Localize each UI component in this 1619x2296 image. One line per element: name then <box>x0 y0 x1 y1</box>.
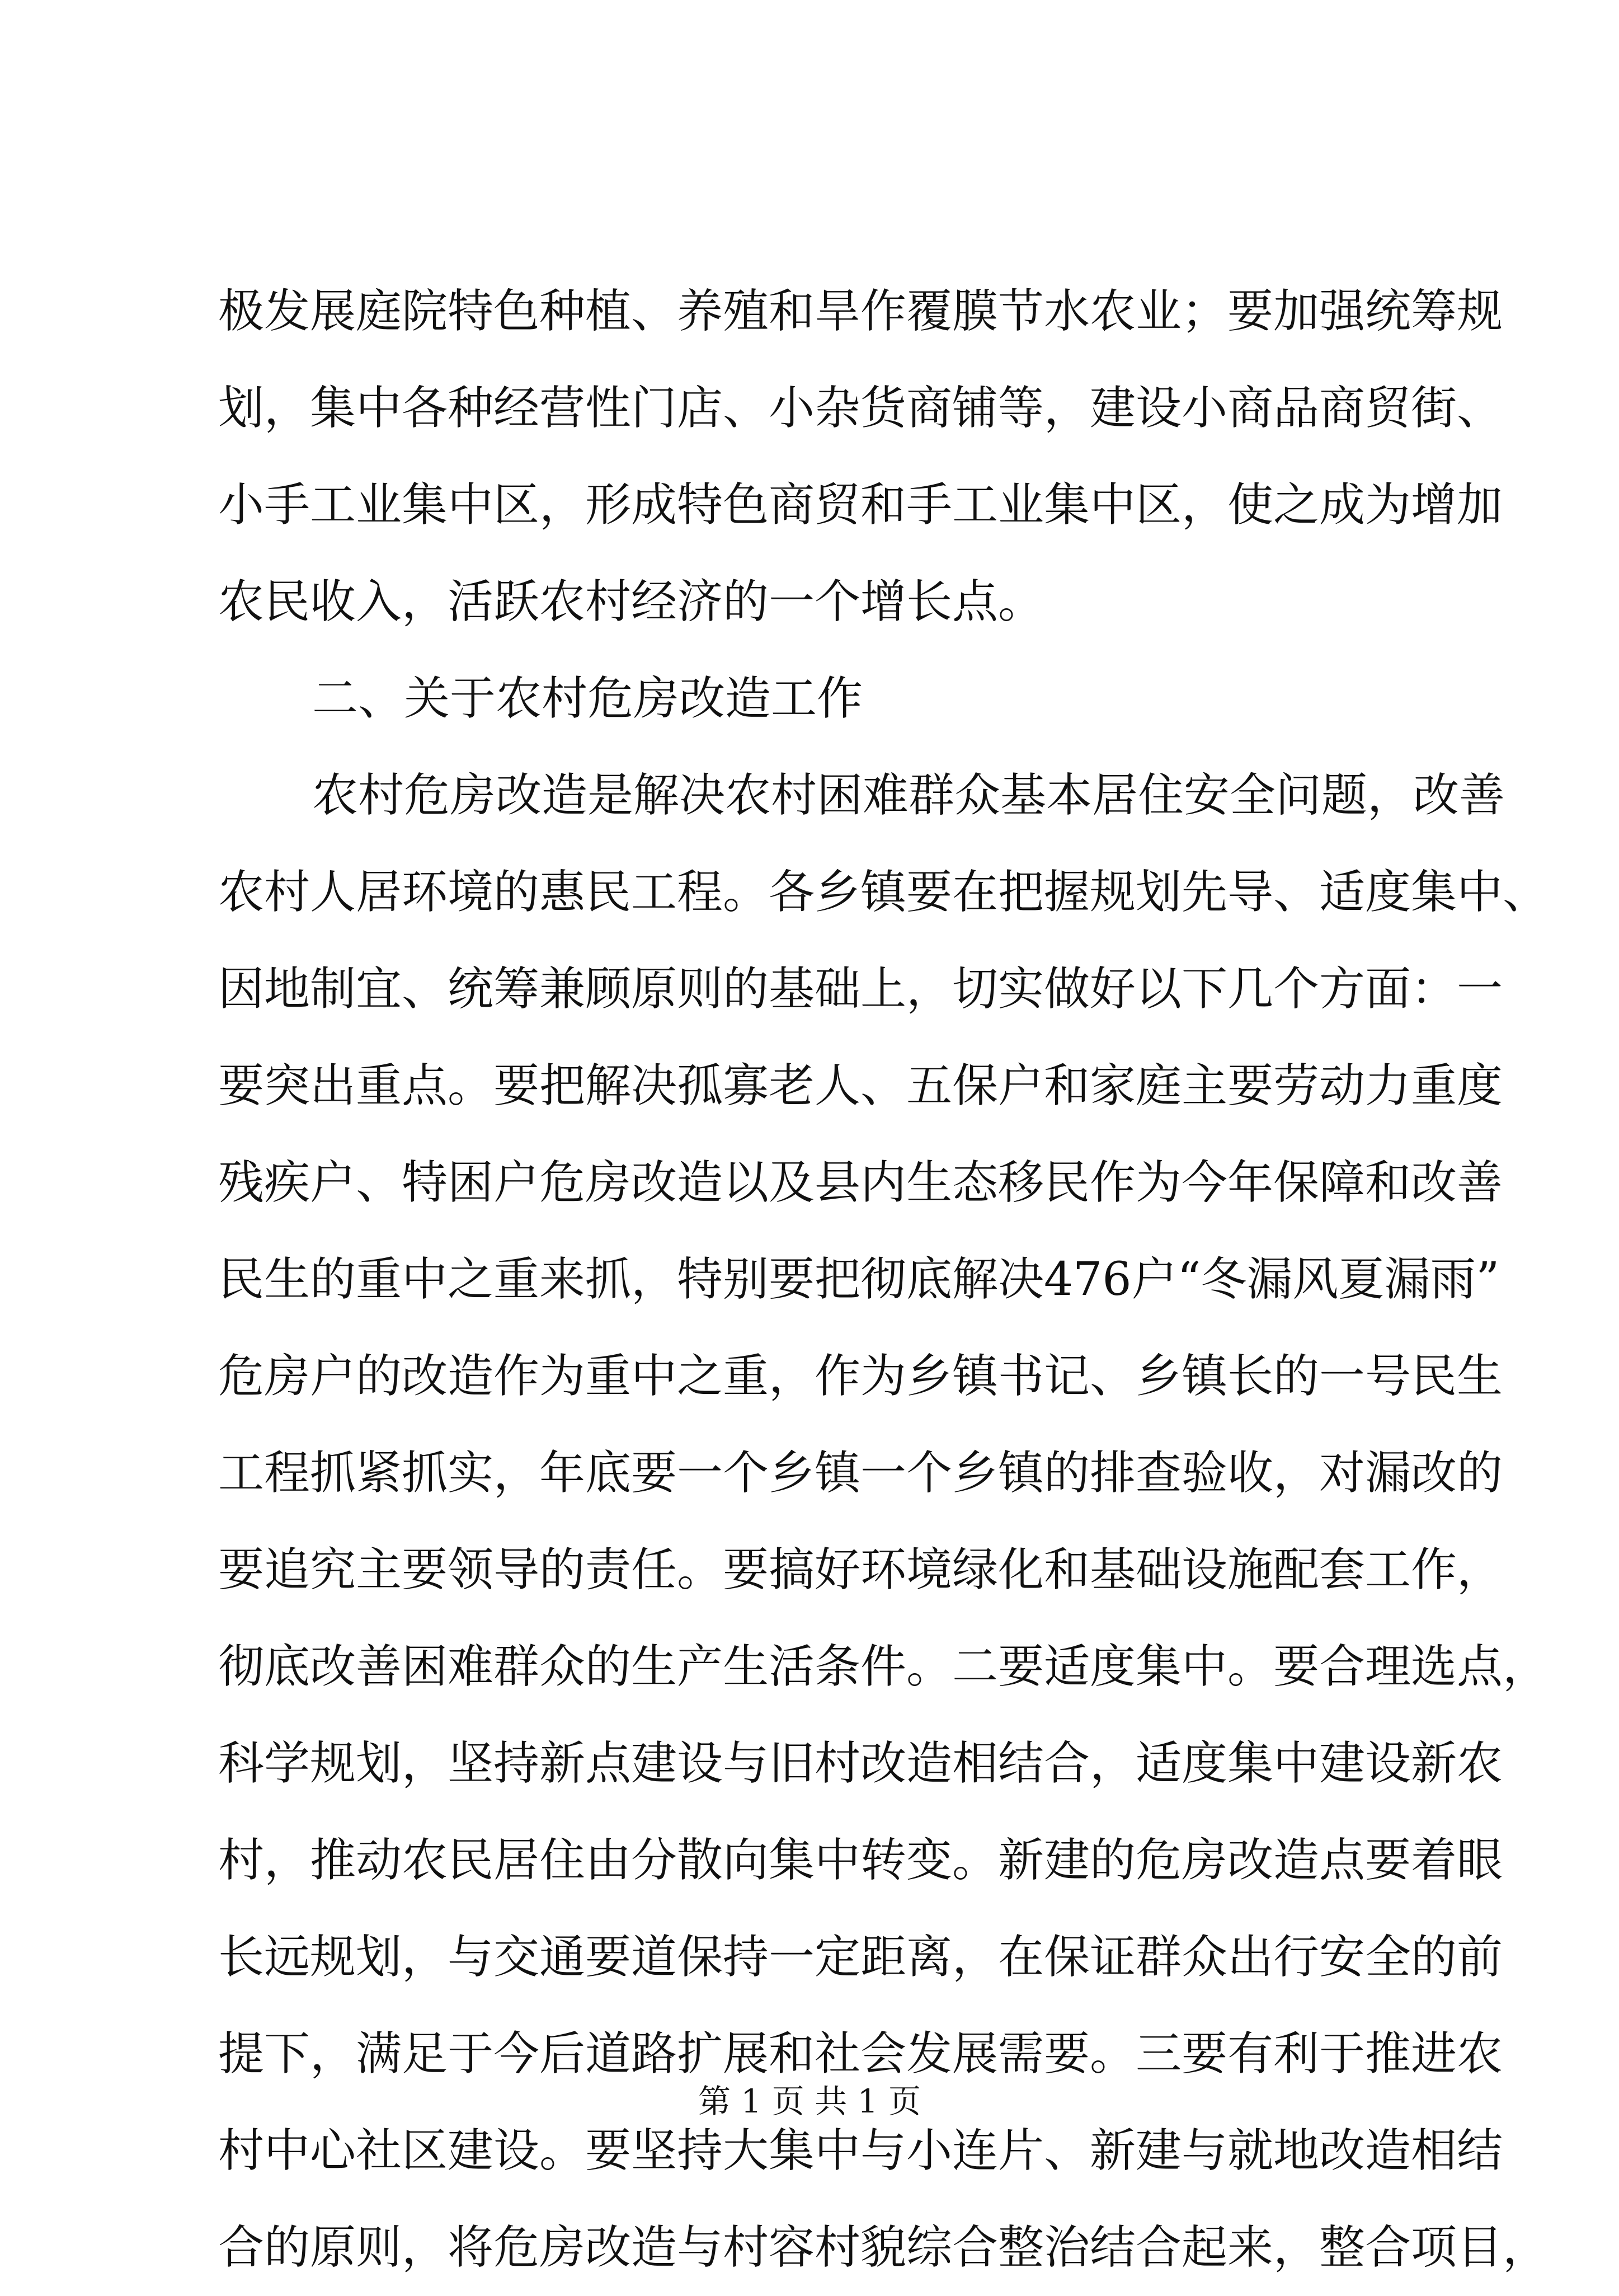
body-text <box>218 263 1549 2296</box>
text-line: 合的原则，将危房改造与村容村貌综合整治结合起来，整合项目， <box>218 2221 1549 2274</box>
text-line: 提下，满足于今后道路扩展和社会发展需要。三要有利于推进农 <box>218 2027 1503 2081</box>
page-footer: 第 1 页 共 1 页 <box>698 2082 921 2120</box>
text-line: 因地制宜、统筹兼顾原则的基础上，切实做好以下几个方面：一 <box>218 962 1503 1016</box>
text-line: 残疾户、特困户危房改造以及县内生态移民作为今年保障和改善 <box>218 1156 1503 1209</box>
text-line: 村中心社区建设。要坚持大集中与小连片、新建与就地改造相结 <box>218 2124 1503 2177</box>
text-line: 科学规划，坚持新点建设与旧村改造相结合，适度集中建设新农 <box>218 1737 1503 1790</box>
text-line: 划，集中各种经营性门店、小杂货商铺等，建设小商品商贸街、 <box>218 382 1503 435</box>
text-line: 民生的重中之重来抓，特别要把彻底解决476户“冬漏风夏漏雨” <box>218 1253 1500 1306</box>
text-line: 村，推动农民居住由分散向集中转变。新建的危房改造点要着眼 <box>218 1834 1503 1887</box>
text-line: 要追究主要领导的责任。要搞好环境绿化和基础设施配套工作， <box>218 1543 1503 1597</box>
text-line: 农村人居环境的惠民工程。各乡镇要在把握规划先导、适度集中、 <box>218 866 1549 919</box>
text-line: 彻底改善困难群众的生产生活条件。二要适度集中。要合理选点， <box>218 1640 1549 1693</box>
text-line: 农民收入，活跃农村经济的一个增长点。 <box>218 575 1044 628</box>
text-line: 工程抓紧抓实，年底要一个乡镇一个乡镇的排查验收，对漏改的 <box>218 1447 1503 1500</box>
paragraph-first-line: 农村危房改造是解决农村困难群众基本居住安全问题，改善 <box>312 769 1505 822</box>
text-line: 长远规划，与交通要道保持一定距离，在保证群众出行安全的前 <box>218 1931 1503 1984</box>
text-line: 危房户的改造作为重中之重，作为乡镇书记、乡镇长的一号民生 <box>218 1350 1503 1403</box>
text-line: 小手工业集中区，形成特色商贸和手工业集中区，使之成为增加 <box>218 478 1503 532</box>
text-line: 要突出重点。要把解决孤寡老人、五保户和家庭主要劳动力重度 <box>218 1059 1503 1112</box>
section-heading: 二、关于农村危房改造工作 <box>312 672 863 725</box>
text-line: 极发展庭院特色种植、养殖和旱作覆膜节水农业；要加强统筹规 <box>218 285 1503 338</box>
